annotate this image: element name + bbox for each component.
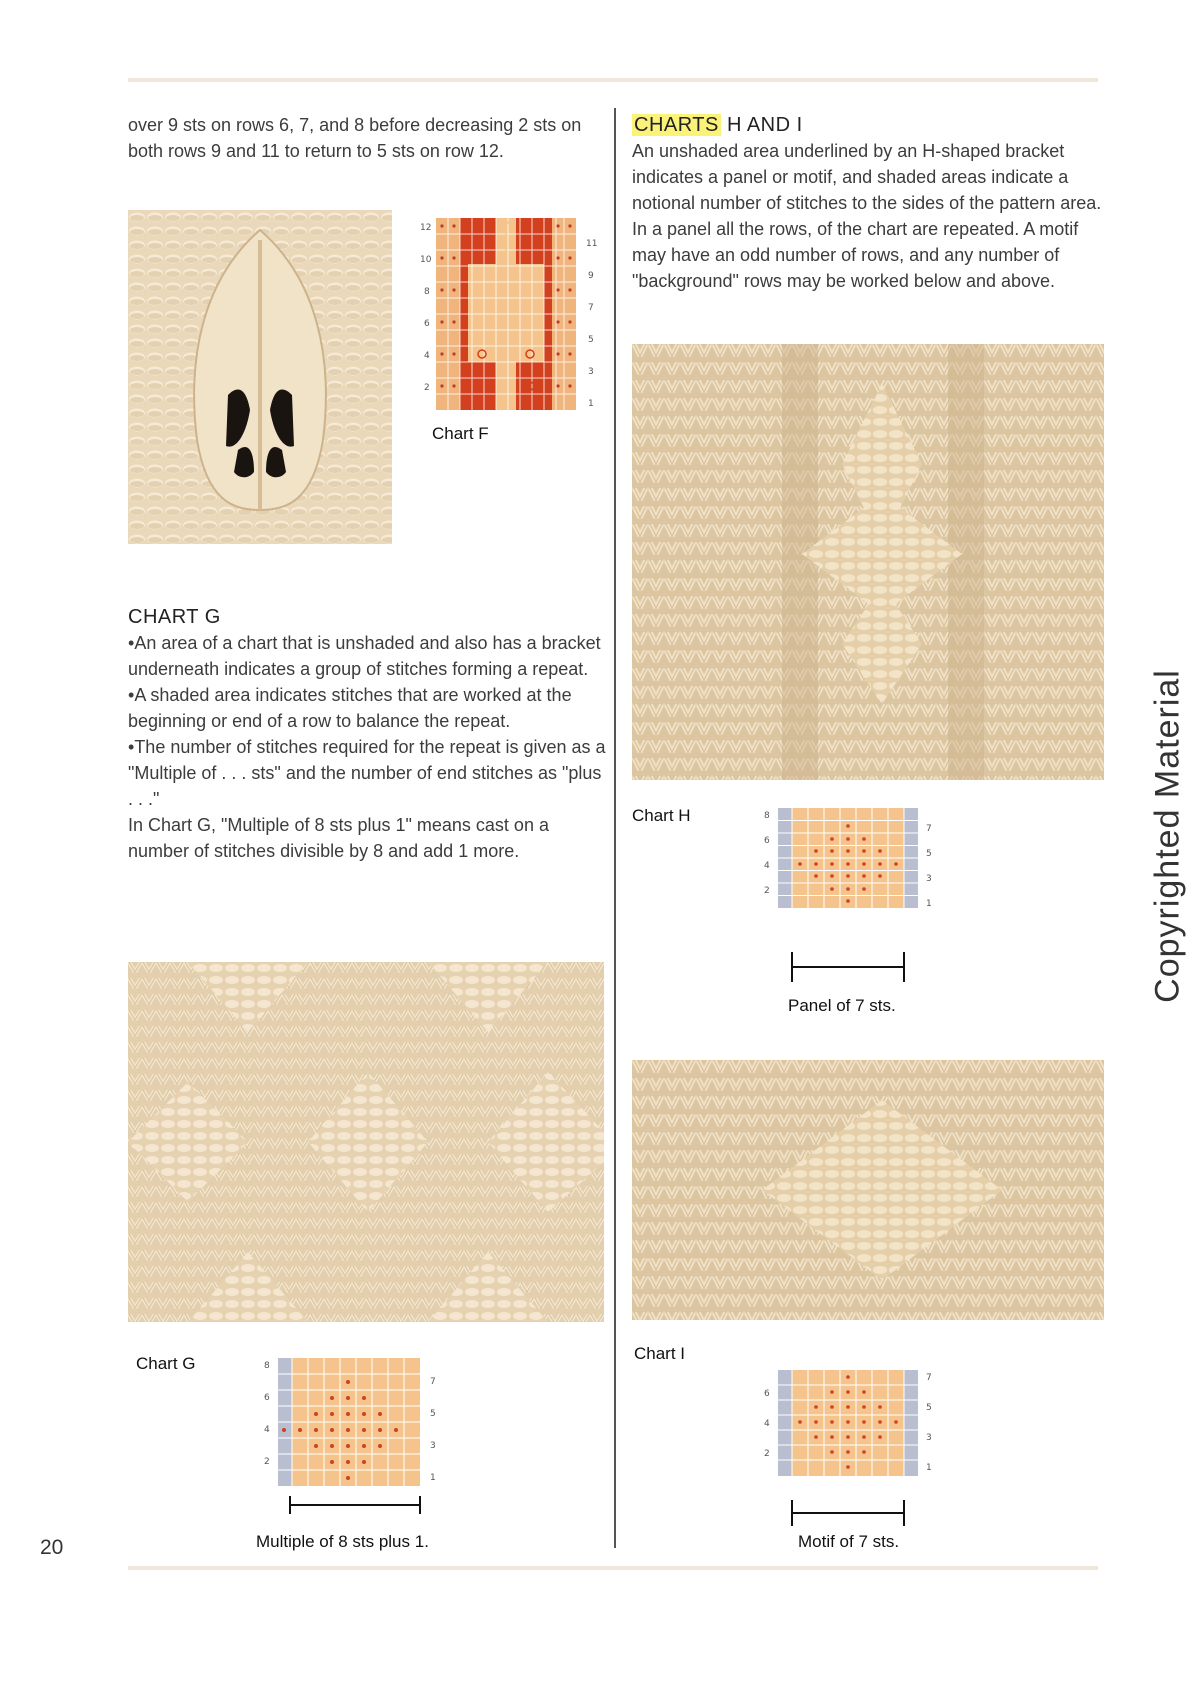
chart-g-row-label: 7 [430, 1377, 436, 1387]
intro-text: over 9 sts on rows 6, 7, and 8 before decreasing 2 sts on both rows 9 and 11 to return to 5 sts on row 12. [128, 115, 582, 161]
chart-i-row-label: 3 [926, 1433, 932, 1443]
chart-i-bracket-caption: Motif of 7 sts. [798, 1532, 900, 1551]
chart-h-row-label: 3 [926, 874, 932, 884]
chart-g-knit-photo [128, 962, 604, 1322]
chart-h-row-label: 6 [764, 836, 770, 846]
chart-g-row-label: 6 [264, 1393, 270, 1403]
charts-hi-section [632, 112, 1104, 294]
chart-g-bullet: • The number of stitches required for the repeat is given as a "Multiple of . . . sts" and the number of end stitches as "plus . . ." [128, 734, 606, 812]
column-divider [614, 108, 616, 1548]
chart-f-row-label: 8 [424, 287, 430, 297]
chart-g-label: Chart G [136, 1354, 196, 1373]
chart-h-row-label: 8 [764, 811, 770, 821]
chart-i-row-label: 2 [764, 1449, 770, 1459]
chart-g-bullet: • An area of a chart that is unshaded and also has a bracket underneath indicates a group of stitches forming a repeat. [128, 630, 606, 682]
chart-h-row-label: 7 [926, 824, 932, 834]
chart-g [254, 1354, 454, 1490]
chart-f-row-label: 10 [420, 255, 432, 265]
chart-f-row-label: 1 [588, 399, 594, 409]
intro-paragraph [128, 112, 596, 164]
chart-g-row-label: 4 [264, 1425, 270, 1435]
chart-i-row-label: 1 [926, 1463, 932, 1473]
chart-h-row-label: 2 [764, 886, 770, 896]
leaf-knit-photo [128, 210, 392, 544]
bottom-rule [128, 1566, 1098, 1570]
chart-h-bracket-caption: Panel of 7 sts. [788, 996, 896, 1015]
chart-f-row-label: 11 [586, 239, 598, 249]
chart-f-row-label: 12 [420, 223, 432, 233]
chart-g-bullet: • A shaded area indicates stitches that are worked at the beginning or end of a row to balance the repeat. [128, 682, 606, 734]
chart-g-row-label: 5 [430, 1409, 436, 1419]
chart-f-row-label: 7 [588, 303, 594, 313]
chart-f-row-label: 2 [424, 383, 430, 393]
chart-i-label: Chart I [634, 1344, 686, 1363]
chart-g-row-label: 2 [264, 1457, 270, 1467]
chart-i-row-label: 4 [764, 1419, 770, 1429]
chart-g-row-label: 3 [430, 1441, 436, 1451]
chart-g-bracket [288, 1494, 422, 1516]
chart-g-row-label: 8 [264, 1361, 270, 1371]
chart-f-row-label: 9 [588, 271, 594, 281]
chart-h-label: Chart H [632, 806, 691, 825]
chart-g-heading: CHART G [128, 606, 221, 628]
chart-f-row-label: 4 [424, 351, 430, 361]
chart-h-knit-photo [632, 344, 1104, 780]
charts-hi-heading [632, 112, 1104, 138]
top-rule [128, 78, 1098, 82]
charts-hi-body: An unshaded area underlined by an H-shaped bracket indicates a panel or motif, and shaded areas indicate a notional number of stitches to the sides of the pattern area. In a panel all the rows, of the chart are repeated. A motif may have an odd number of rows, and any number of "background" rows may be worked below and above. [632, 141, 1102, 291]
chart-i-knit-photo [632, 1060, 1104, 1320]
chart-f-row-label: 6 [424, 319, 430, 329]
chart-f-row-label: 3 [588, 367, 594, 377]
chart-h-row-label: 5 [926, 849, 932, 859]
chart-i-bracket [790, 1498, 906, 1528]
chart-h-row-label: 1 [926, 899, 932, 909]
chart-f-row-label: 5 [588, 335, 594, 345]
chart-f-caption: Chart F [432, 424, 489, 443]
chart-f [416, 212, 606, 412]
chart-i-row-label: 6 [764, 1389, 770, 1399]
chart-h [758, 806, 942, 912]
chart-g-row-label: 1 [430, 1473, 436, 1483]
chart-i-row-label: 7 [926, 1373, 932, 1383]
heading-rest: H AND I [726, 114, 803, 136]
chart-g-closing: In Chart G, "Multiple of 8 sts plus 1" means cast on a number of stitches divisible by 8 and add 1 more. [128, 815, 549, 861]
page-number: 20 [40, 1536, 64, 1559]
copyright-watermark: Copyrighted Material [1148, 669, 1187, 1003]
chart-i-row-label: 5 [926, 1403, 932, 1413]
chart-g-bracket-caption: Multiple of 8 sts plus 1. [256, 1532, 429, 1551]
chart-h-bracket [790, 950, 906, 984]
chart-i [758, 1368, 942, 1480]
heading-highlight: CHARTS [634, 114, 719, 136]
chart-h-row-label: 4 [764, 861, 770, 871]
chart-g-section [128, 604, 606, 864]
